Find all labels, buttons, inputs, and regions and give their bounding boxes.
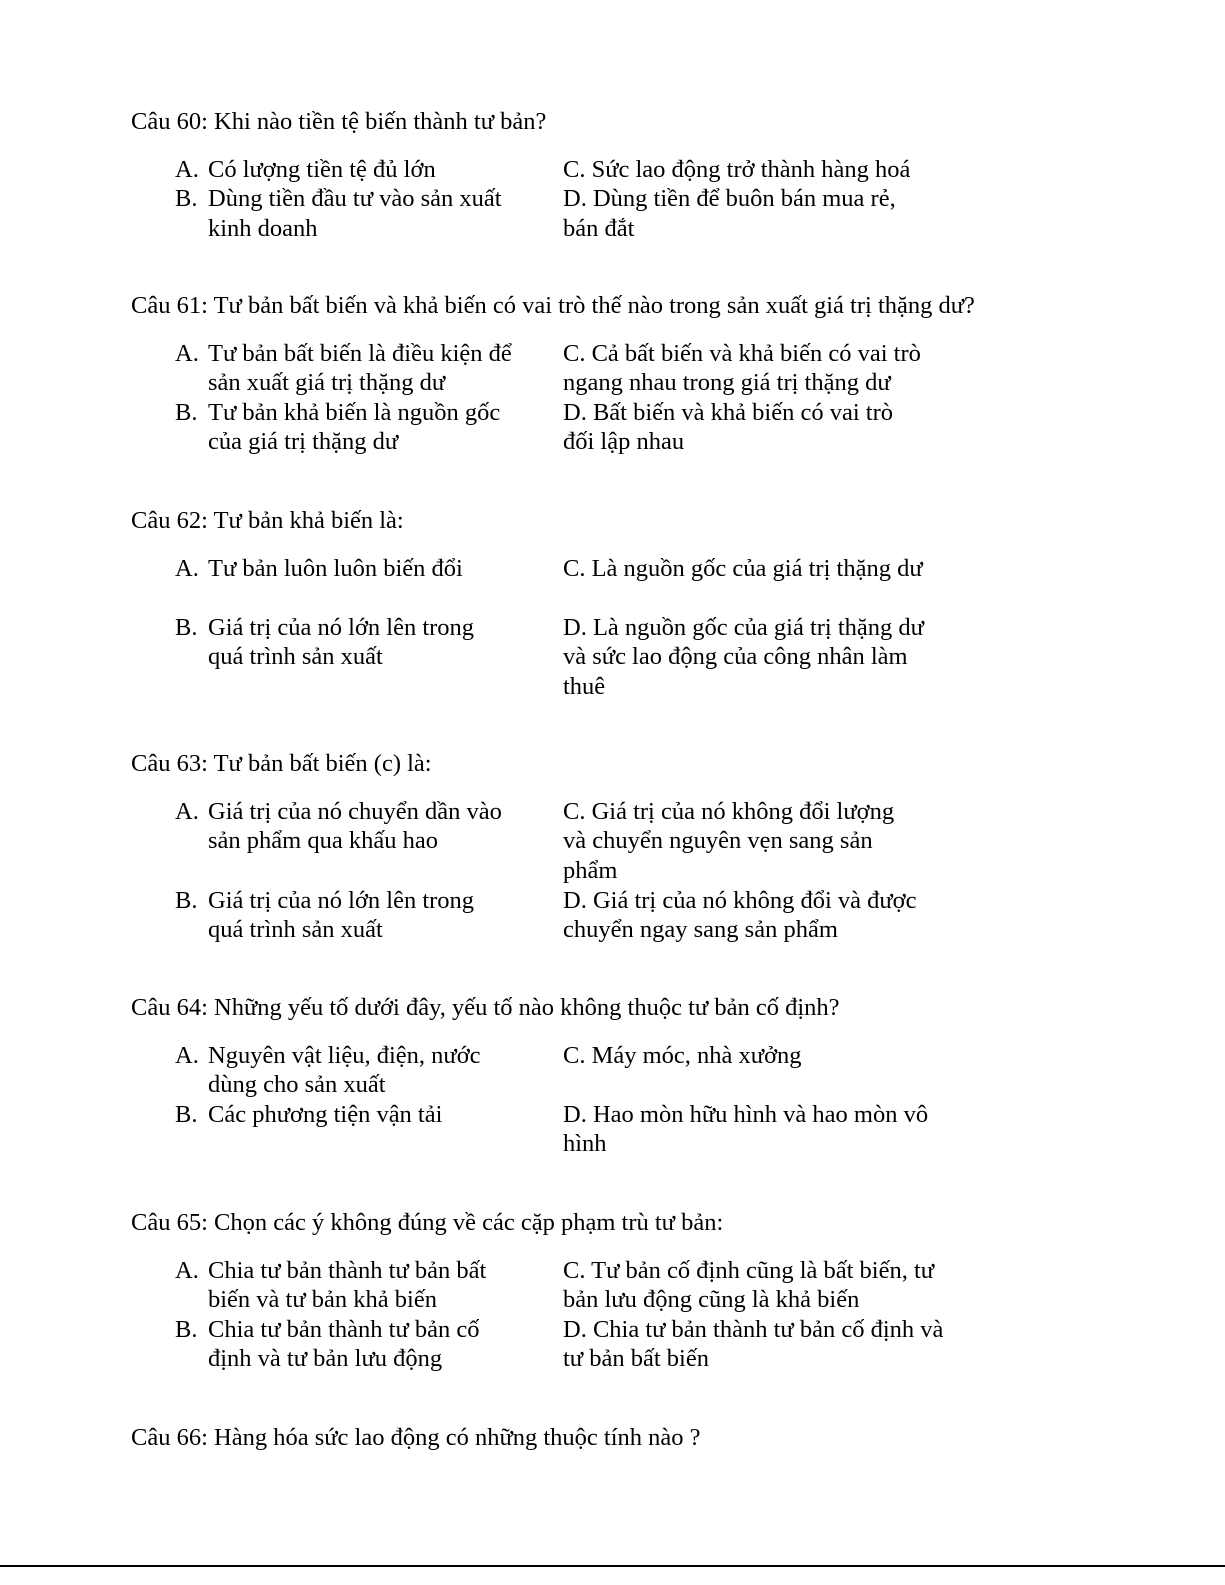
option-text: Tư bản luôn luôn biến đổi [208,554,463,582]
question-63 [131,749,1131,943]
option-d [563,398,923,457]
option-c [563,1256,943,1315]
option-text: Giá trị của nó chuyển dần vào sản phẩm qua khấu hao [208,797,502,854]
option-d [563,886,953,945]
option-d [563,613,933,702]
option-text: D. Chia tư bản thành tư bản cố định và tư bản bất biến [563,1315,944,1372]
option-text: Có lượng tiền tệ đủ lớn [208,155,436,183]
question-62 [131,506,1131,700]
option-a [175,797,555,856]
option-text: D. Dùng tiền để buôn bán mua rẻ, bán đắt [563,185,896,242]
option-d [563,1100,933,1159]
option-b [175,398,555,457]
option-b [175,613,555,672]
option-text: D. Là nguồn gốc của giá trị thặng dư và sức lao động của công nhân làm thuê [563,613,924,700]
option-b [175,1315,555,1374]
option-b [175,184,555,243]
option-a [175,1256,555,1315]
question-60 [131,107,1131,242]
option-letter: B. [175,1315,198,1343]
option-b [175,1100,555,1130]
option-letter: A. [175,554,199,582]
option-text: C. Tư bản cố định cũng là bất biến, tư bản lưu động cũng là khả biến [563,1256,935,1313]
option-text: C. Cả bất biến và khả biến có vai trò ngang nhau trong giá trị thặng dư [563,339,921,396]
option-letter: A. [175,155,199,183]
option-letter: B. [175,185,198,212]
question-title: Câu 62: Tư bản khả biến là: [131,507,404,534]
option-letter: B. [175,398,198,426]
question-65 [131,1208,1131,1372]
option-c [563,1041,953,1071]
question-66 [131,1423,1131,1453]
option-letter: B. [175,613,198,641]
option-c [563,554,928,584]
option-text: Nguyên vật liệu, điện, nước dùng cho sản xuất [208,1041,481,1098]
option-text: D. Bất biến và khả biến có vai trò đối lập nhau [563,398,893,455]
question-title: Câu 64: Những yếu tố dưới đây, yếu tố nào không thuộc tư bản cố định? [131,994,840,1021]
option-text: Giá trị của nó lớn lên trong quá trình sản xuất [208,886,475,943]
option-text: Các phương tiện vận tải [208,1100,443,1128]
option-text: Chia tư bản thành tư bản cố định và tư bản lưu động [208,1315,480,1372]
option-letter: A. [175,1256,199,1284]
option-letter: A. [175,339,199,367]
page-bottom-border [0,1565,1225,1567]
option-text: C. Giá trị của nó không đổi lượng và chuyển nguyên vẹn sang sản phẩm [563,797,895,884]
question-title: Câu 63: Tư bản bất biến (c) là: [131,750,432,777]
option-text: Tư bản bất biến là điều kiện để sản xuất giá trị thặng dư [208,339,512,396]
question-64 [131,993,1131,1157]
option-text: C. Là nguồn gốc của giá trị thặng dư [563,554,923,582]
option-letter: A. [175,1041,199,1069]
question-title: Câu 61: Tư bản bất biến và khả biến có vai trò thế nào trong sản xuất giá trị thặng dư? [131,292,975,319]
option-letter: B. [175,886,198,914]
option-c [563,339,953,398]
option-c [563,155,953,185]
option-text: C. Sức lao động trở thành hàng hoá [563,155,911,183]
option-text: D. Giá trị của nó không đổi và được chuyển ngay sang sản phẩm [563,886,917,943]
option-letter: B. [175,1100,198,1128]
option-text: Tư bản khả biến là nguồn gốc của giá trị thặng dư [208,398,501,455]
option-text: C. Máy móc, nhà xưởng [563,1041,802,1069]
option-text: Giá trị của nó lớn lên trong quá trình sản xuất [208,613,475,670]
option-a [175,155,555,185]
question-title: Câu 65: Chọn các ý không đúng về các cặp phạm trù tư bản: [131,1209,724,1236]
option-d [563,1315,948,1374]
option-a [175,554,555,584]
option-text: D. Hao mòn hữu hình và hao mòn vô hình [563,1100,929,1157]
question-61 [131,291,1131,455]
question-title: Câu 66: Hàng hóa sức lao động có những thuộc tính nào ? [131,1424,701,1451]
option-b [175,886,555,945]
question-title: Câu 60: Khi nào tiền tệ biến thành tư bản? [131,108,547,135]
option-d [563,184,933,243]
option-text: Dùng tiền đầu tư vào sản xuất kinh doanh [208,185,502,242]
option-a [175,339,555,398]
option-text: Chia tư bản thành tư bản bất biến và tư bản khả biến [208,1256,487,1313]
option-c [563,797,923,886]
option-a [175,1041,555,1100]
option-letter: A. [175,797,199,825]
